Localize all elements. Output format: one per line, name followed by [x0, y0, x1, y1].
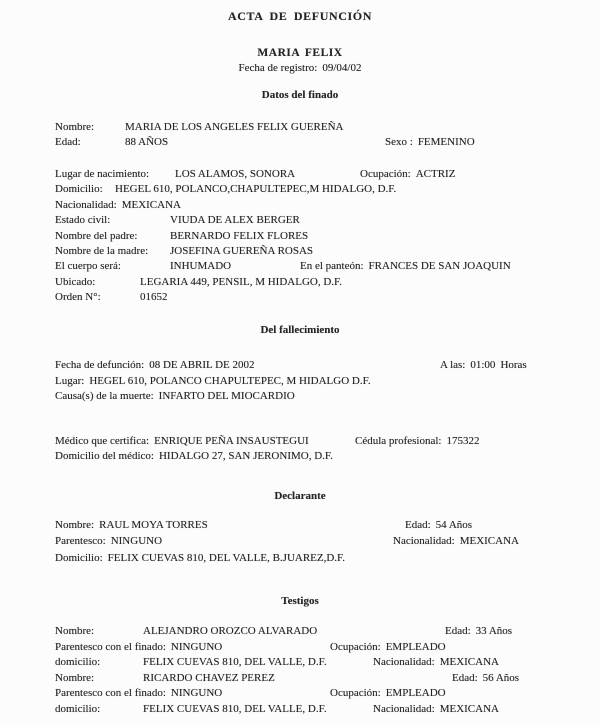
finado-orden-label: Orden N°:	[55, 291, 101, 304]
finado-sexo-label: Sexo :	[385, 136, 413, 149]
testigo1-parentesco-label: Parentesco con el finado:	[55, 640, 166, 653]
finado-sexo-field	[385, 135, 475, 150]
declarante-edad-label: Edad:	[405, 519, 431, 531]
testigo2-nombre-label: Nombre:	[55, 671, 95, 684]
fallecimiento-fecha-row	[0, 358, 600, 374]
finado-lugar-nacimiento-value: LOS ALAMOS, SONORA	[175, 168, 296, 180]
testigo1-ocupacion-value: EMPLEADO	[385, 640, 446, 653]
fallecimiento-hora-label: A las:	[440, 359, 466, 371]
fallecimiento-causa-row	[0, 389, 600, 405]
testigo2-parentesco-row	[0, 686, 600, 702]
testigo1-edad-field	[445, 624, 512, 640]
finado-ubicado-row	[0, 275, 600, 290]
finado-madre-label: Nombre de la madre:	[55, 245, 149, 258]
fallecimiento-block-1	[0, 358, 600, 405]
medico-row	[0, 434, 600, 449]
finado-nombre-value: MARIA DE LOS ANGELES FELIX GUEREÑA	[125, 121, 344, 133]
declarante-nacionalidad-value: MEXICANA	[459, 535, 519, 548]
finado-cuerpo-row	[0, 259, 600, 274]
declarante-nombre-row	[0, 517, 600, 533]
testigo2-parentesco-value: NINGUNO	[170, 687, 223, 700]
declarante-parentesco-row	[0, 533, 600, 549]
finado-ocupacion-value: ACTRIZ	[415, 168, 456, 180]
finado-edad-value: 88 AÑOS	[125, 136, 169, 149]
finado-nacionalidad-value: MEXICANA	[121, 198, 181, 211]
testigo1-domicilio-label: domicilio:	[55, 656, 101, 669]
registro-label: Fecha de registro:	[238, 62, 318, 74]
finado-padre-value: BERNARDO FELIX FLORES	[170, 229, 309, 242]
document-title: ACTA DE DEFUNCIÓN	[228, 9, 372, 23]
medico-domicilio-row	[0, 449, 600, 464]
testigo2-edad-label: Edad:	[452, 671, 478, 684]
declarante-edad-field	[405, 517, 472, 533]
testigo1-ocupacion-field	[330, 640, 446, 656]
finado-orden-value: 01652	[140, 291, 168, 304]
cedula-field	[355, 434, 479, 449]
fallecimiento-block-2	[0, 434, 600, 465]
finado-edad-label: Edad:	[55, 136, 81, 149]
finado-lugar-nacimiento-row	[0, 167, 600, 182]
declarante-nacionalidad-field	[393, 533, 519, 549]
testigo2-nacionalidad-field	[373, 702, 499, 718]
testigo2-domicilio-label: domicilio:	[55, 702, 101, 715]
declarante-block	[0, 517, 600, 566]
finado-estado-civil-value: VIUDA DE ALEX BERGER	[170, 214, 300, 227]
declarante-parentesco-value: NINGUNO	[110, 535, 163, 548]
finado-nombre-label: Nombre:	[55, 121, 95, 133]
testigo2-domicilio-row	[0, 702, 600, 718]
declarante-domicilio-value: FELIX CUEVAS 810, DEL VALLE, B.JUAREZ,D.F.	[107, 551, 346, 564]
cedula-label: Cédula profesional:	[355, 435, 442, 447]
medico-value: ENRIQUE PEÑA INSAUSTEGUI	[154, 435, 309, 447]
testigo2-nacionalidad-label: Nacionalidad:	[373, 702, 435, 715]
finado-padre-label: Nombre del padre:	[55, 229, 138, 242]
testigo1-nombre-row	[0, 624, 600, 640]
declarante-parentesco-label: Parentesco:	[55, 535, 106, 548]
testigo1-ocupacion-label: Ocupación:	[330, 640, 381, 653]
declarante-nombre-label: Nombre:	[55, 519, 95, 531]
finado-nacionalidad-row	[0, 198, 600, 213]
finado-padre-row	[0, 229, 600, 244]
finado-block-1	[0, 120, 600, 151]
finado-panteon-label: En el panteón:	[300, 260, 364, 273]
section-heading-testigos: Testigos	[281, 595, 319, 607]
finado-nacionalidad-label: Nacionalidad:	[55, 198, 117, 211]
finado-panteon-field	[300, 259, 511, 274]
finado-panteon-value: FRANCES DE SAN JOAQUIN	[368, 260, 511, 273]
declarante-nombre-value: RAUL MOYA TORRES	[99, 519, 208, 531]
registro-value: 09/04/02	[322, 62, 362, 74]
finado-lugar-nacimiento-label: Lugar de nacimiento:	[55, 168, 150, 180]
finado-edad-row	[0, 135, 600, 150]
medico-label: Médico que certifica:	[55, 435, 150, 447]
finado-estado-civil-label: Estado civil:	[55, 214, 111, 227]
fallecimiento-causa-value: INFARTO DEL MIOCARDIO	[158, 390, 295, 403]
finado-ocupacion-field	[360, 167, 455, 182]
finado-madre-value: JOSEFINA GUEREÑA ROSAS	[170, 245, 314, 258]
finado-madre-row	[0, 244, 600, 259]
cedula-value: 175322	[446, 435, 480, 447]
finado-cuerpo-label: El cuerpo será:	[55, 260, 121, 273]
testigo2-nombre-value: RICARDO CHAVEZ PEREZ	[143, 671, 275, 684]
finado-ocupacion-label: Ocupación:	[360, 168, 411, 180]
testigo1-edad-value: 33 Años	[475, 625, 513, 637]
finado-ubicado-value: LEGARIA 449, PENSIL, M HIDALGO, D.F.	[140, 275, 343, 288]
finado-orden-row	[0, 290, 600, 305]
testigo1-parentesco-value: NINGUNO	[170, 640, 223, 653]
testigo1-nacionalidad-field	[373, 655, 499, 671]
testigo2-parentesco-label: Parentesco con el finado:	[55, 687, 166, 700]
finado-ubicado-label: Ubicado:	[55, 275, 96, 288]
fallecimiento-lugar-label: Lugar:	[55, 374, 85, 387]
finado-sexo-value: FEMENINO	[417, 136, 475, 149]
fallecimiento-fecha-value: 08 DE ABRIL DE 2002	[149, 359, 255, 371]
testigo1-edad-label: Edad:	[445, 625, 471, 637]
fallecimiento-hora-suffix: Horas	[500, 359, 527, 371]
finado-nombre-row	[0, 120, 600, 135]
testigos-block	[0, 624, 600, 718]
fallecimiento-lugar-value: HEGEL 610, POLANCO CHAPULTEPEC, M HIDALGO D.F.	[89, 374, 371, 387]
registro-line	[0, 62, 600, 74]
testigo2-domicilio-value: FELIX CUEVAS 810, DEL VALLE, D.F.	[143, 702, 327, 715]
testigo1-nombre-value: ALEJANDRO OROZCO ALVARADO	[143, 625, 318, 637]
finado-cuerpo-value: INHUMADO	[170, 260, 232, 273]
section-heading-fallecimiento: Del fallecimiento	[260, 324, 340, 336]
testigo2-edad-field	[452, 671, 519, 687]
testigo1-nombre-label: Nombre:	[55, 625, 95, 637]
testigo1-domicilio-value: FELIX CUEVAS 810, DEL VALLE, D.F.	[143, 656, 327, 669]
finado-domicilio-label: Domicilio:	[55, 183, 103, 196]
finado-estado-civil-row	[0, 213, 600, 228]
finado-block-2	[0, 167, 600, 306]
declarante-edad-value: 54 Años	[435, 519, 473, 531]
declarante-domicilio-label: Domicilio:	[55, 551, 103, 564]
fallecimiento-lugar-row	[0, 374, 600, 390]
testigo2-nacionalidad-value: MEXICANA	[439, 702, 499, 715]
medico-domicilio-value: HIDALGO 27, SAN JERONIMO, D.F.	[158, 450, 333, 463]
testigo1-parentesco-row	[0, 640, 600, 656]
finado-domicilio-value: HEGEL 610, POLANCO,CHAPULTEPEC,M HIDALGO, D.F.	[115, 183, 397, 196]
testigo2-edad-value: 56 Años	[482, 671, 520, 684]
fallecimiento-hora-field	[440, 358, 527, 374]
testigo1-nacionalidad-value: MEXICANA	[439, 656, 499, 669]
finado-domicilio-row	[0, 182, 600, 197]
subject-name: MARIA FELIX	[257, 47, 343, 59]
section-heading-declarante: Declarante	[274, 490, 326, 502]
fallecimiento-fecha-label: Fecha de defunción:	[55, 359, 145, 371]
testigo2-ocupacion-value: EMPLEADO	[385, 687, 446, 700]
fallecimiento-hora-value: 01:00	[470, 359, 496, 371]
fallecimiento-causa-label: Causa(s) de la muerte:	[55, 390, 154, 403]
testigo2-ocupacion-label: Ocupación:	[330, 687, 381, 700]
declarante-domicilio-row	[0, 550, 600, 566]
testigo2-ocupacion-field	[330, 686, 446, 702]
testigo1-nacionalidad-label: Nacionalidad:	[373, 656, 435, 669]
testigo2-nombre-row	[0, 671, 600, 687]
section-heading-finado: Datos del finado	[261, 89, 339, 101]
declarante-nacionalidad-label: Nacionalidad:	[393, 535, 455, 548]
testigo1-domicilio-row	[0, 655, 600, 671]
medico-domicilio-label: Domicilio del médico:	[55, 450, 154, 463]
